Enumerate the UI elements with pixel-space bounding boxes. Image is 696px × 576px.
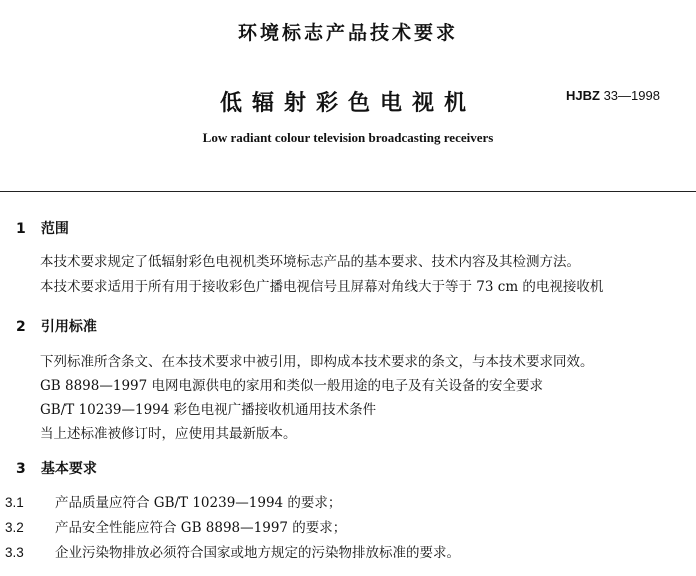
item-number: 3.1 [5,495,24,510]
section-number: 1 [16,221,26,237]
header-divider [0,191,696,192]
item-text: 产品质量应符合 GB/T 10239—1994 的要求； [55,495,342,511]
section-number: 3 [16,461,26,477]
requirement-item [5,541,460,561]
item-number: 3.3 [5,545,24,560]
requirement-item [5,516,346,536]
referenced-standard: GB 8898—1997 电网电源供电的家用和类似一般用途的电子及有关设备的安全要求 [40,378,543,394]
section-title: 范围 [40,221,69,237]
requirement-item [5,491,341,511]
standard-year: 33—1998 [603,88,660,103]
section-title: 基本要求 [40,461,97,477]
item-number: 3.2 [5,520,24,535]
english-title: Low radiant colour television broadcasting receivers [202,130,494,145]
section-1-heading [16,218,69,238]
standard-code: HJBZ [566,88,600,103]
section-2-paragraph: 下列标准所含条文、在本技术要求中被引用，即构成本技术要求的条文，与本技术要求同效。 [40,354,594,370]
item-text: 企业污染物排放必须符合国家或地方规定的污染物排放标准的要求。 [55,545,460,561]
standard-number [566,88,660,103]
section-number: 2 [16,319,26,335]
referenced-standard: GB/T 10239—1994 彩色电视广播接收机通用技术条件 [40,402,377,418]
section-title: 引用标准 [40,319,97,335]
section-1-paragraph: 本技术要求适用于所有用于接收彩色广播电视信号且屏幕对角线大于等于 73 cm 的电视接收机 [40,279,604,295]
item-text: 产品安全性能应符合 GB 8898—1997 的要求； [55,520,347,536]
section-2-heading [16,316,97,336]
section-1-paragraph: 本技术要求规定了低辐射彩色电视机类环境标志产品的基本要求、技术内容及其检测方法。 [40,254,580,270]
category-title: 环境标志产品技术要求 [237,22,458,44]
section-2-paragraph: 当上述标准被修订时，应使用其最新版本。 [40,426,297,442]
section-3-heading [16,458,97,478]
document-title: 低辐射彩色电视机 [219,91,476,116]
